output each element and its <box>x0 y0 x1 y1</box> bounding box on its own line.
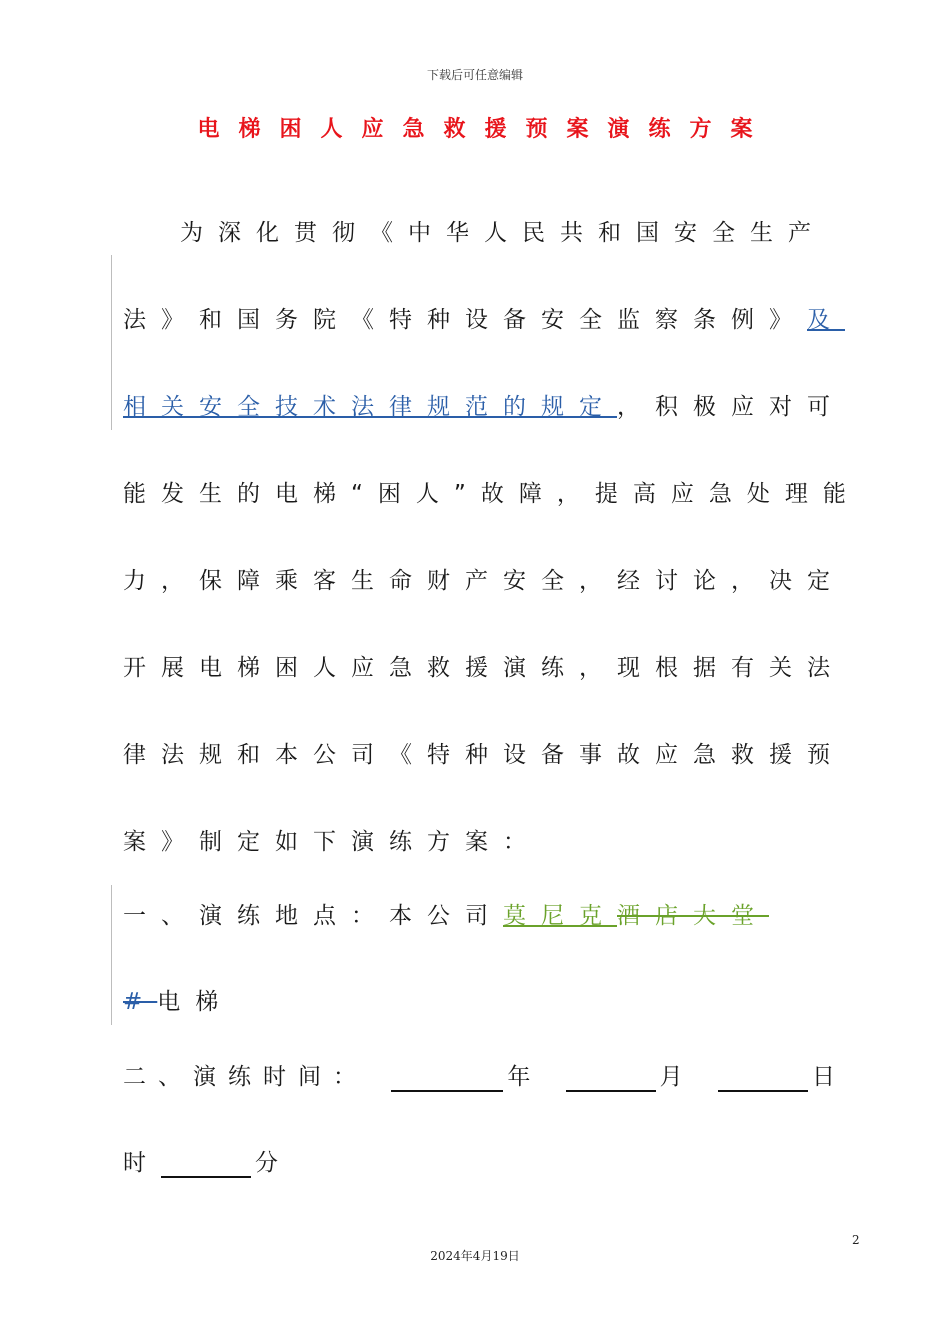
paragraph-line-5: 力，保障乘客生命财产安全，经讨论，决定 <box>123 568 845 594</box>
page-number: 2 <box>852 1233 860 1247</box>
year-blank[interactable] <box>391 1066 503 1092</box>
tracked-deletion[interactable]: # <box>123 989 158 1015</box>
section-1-location-cont: #电梯 <box>123 989 234 1015</box>
day-blank[interactable] <box>718 1066 808 1092</box>
document-title: 电梯困人应急救援预案演练方案 <box>197 117 772 142</box>
paragraph-line-1: 为深化贯彻《中华人民共和国安全生产 <box>180 220 826 246</box>
tracked-insertion[interactable]: 及 <box>807 307 845 333</box>
tracked-insertion[interactable]: 相关安全技术法律规范的规定 <box>123 394 617 420</box>
paragraph-line-3: 相关安全技术法律规范的规定，积极应对可 <box>123 394 845 420</box>
paragraph-line-7: 律法规和本公司《特种设备事故应急救援预 <box>123 742 845 768</box>
section-1-location: 一、演练地点：本公司莫尼克酒店大堂 <box>123 903 769 929</box>
minute-blank[interactable] <box>161 1152 251 1178</box>
section-2-time: 二、演练时间： 年 月 日 <box>123 1064 847 1090</box>
header-note: 下载后可任意编辑 <box>426 68 523 82</box>
section-2-time-cont: 时 分 <box>123 1150 293 1176</box>
revision-bar <box>111 255 112 430</box>
tracked-insertion[interactable]: 莫尼克 <box>503 903 617 929</box>
revision-bar <box>111 885 112 1025</box>
tracked-deletion[interactable]: 酒店大堂 <box>617 903 769 929</box>
month-blank[interactable] <box>566 1066 656 1092</box>
paragraph-line-6: 开展电梯困人应急救援演练，现根据有关法 <box>123 655 845 681</box>
footer-date: 2024年4月19日 <box>430 1249 520 1263</box>
paragraph-line-4: 能发生的电梯“困人”故障，提高应急处理能 <box>123 481 861 507</box>
paragraph-line-8: 案》制定如下演练方案： <box>123 829 541 855</box>
paragraph-line-2: 法》和国务院《特种设备安全监察条例》及 <box>123 307 845 333</box>
